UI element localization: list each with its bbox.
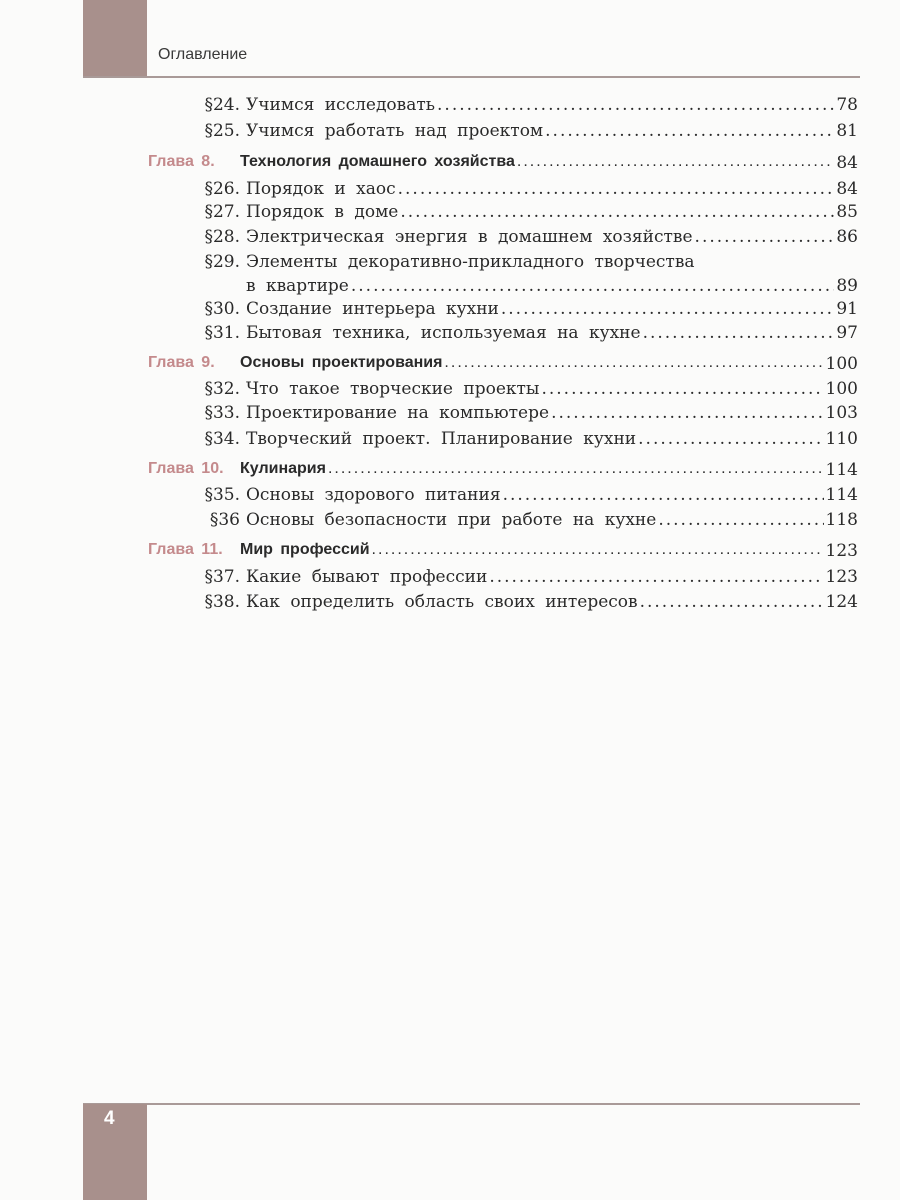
section-title: Основы здорового питания [246, 485, 501, 505]
header-band [83, 0, 147, 77]
chapter-label: Глава 10. [148, 460, 224, 477]
toc-section-entry[interactable] [148, 589, 858, 613]
section-number: §31. [204, 323, 240, 343]
leader-dots [400, 201, 834, 223]
chapter-label: Глава 8. [148, 153, 215, 170]
toc-section-entry[interactable] [148, 224, 858, 248]
toc-section-entry[interactable] [148, 320, 858, 344]
footer-rule [83, 1103, 860, 1105]
section-title: Проектирование на компьютере [246, 403, 550, 423]
leader-dots [643, 322, 835, 344]
toc-section-entry[interactable] [148, 376, 858, 400]
toc-chapter-entry[interactable] [148, 456, 858, 480]
section-title: Как определить область своих интересов [246, 592, 638, 612]
page-number: 4 [104, 1108, 115, 1129]
leader-dots [658, 509, 823, 531]
leader-dots [638, 428, 823, 450]
running-header-title: Оглавление [158, 46, 248, 63]
chapter-title: Кулинария [240, 460, 326, 477]
chapter-label: Глава 11. [148, 541, 223, 558]
leader-dots [501, 298, 834, 320]
section-number: §28. [204, 227, 240, 247]
page-ref: 103 [825, 403, 858, 423]
section-title: Элементы декоративно-прикладного творчества [246, 252, 695, 272]
page-ref: 110 [825, 429, 858, 449]
toc-section-entry[interactable] [148, 482, 858, 506]
leader-dots [640, 591, 824, 613]
section-number: §29. [204, 252, 240, 272]
toc-section-entry[interactable] [148, 564, 858, 588]
toc-section-entry[interactable] [148, 199, 858, 223]
page-ref: 89 [836, 276, 858, 296]
footer-band [83, 1104, 147, 1200]
toc-section-entry[interactable] [148, 92, 858, 116]
section-number: §33. [204, 403, 240, 423]
section-title: Бытовая техника, используемая на кухне [246, 323, 641, 343]
toc-section-entry[interactable] [148, 118, 858, 142]
section-title: Учимся исследовать [246, 95, 436, 115]
header-rule [83, 76, 860, 78]
page-ref: 97 [836, 323, 858, 343]
page-ref: 91 [836, 299, 858, 319]
section-number: §32. [204, 379, 240, 399]
page-ref: 85 [836, 202, 858, 222]
page-ref: 124 [825, 592, 858, 612]
section-number: §38. [204, 592, 240, 612]
page-ref: 81 [836, 121, 858, 141]
section-title: Что такое творческие проекты [246, 379, 540, 399]
toc-section-entry[interactable] [148, 400, 858, 424]
section-title: Учимся работать над проектом [246, 121, 544, 141]
leader-dots [551, 402, 823, 424]
section-number: §36 [209, 510, 240, 530]
page-ref: 114 [825, 485, 858, 505]
section-number: §30. [204, 299, 240, 319]
page-ref: 114 [825, 460, 858, 480]
section-title: Творческий проект. Планирование кухни [246, 429, 637, 449]
chapter-title: Мир профессий [240, 541, 370, 558]
page-ref: 100 [825, 379, 858, 399]
leader-dots [517, 151, 834, 173]
section-number: §37. [204, 567, 240, 587]
section-title-continued: в квартире [246, 276, 349, 296]
page-ref: 78 [836, 95, 858, 115]
section-title: Электрическая энергия в домашнем хозяйстве [246, 227, 693, 247]
leader-dots [437, 94, 834, 116]
page-ref: 118 [825, 510, 858, 530]
section-number: §26. [204, 179, 240, 199]
page-ref: 86 [836, 227, 858, 247]
section-number: §34. [204, 429, 240, 449]
leader-dots [328, 458, 824, 480]
section-number: §24. [204, 95, 240, 115]
page-ref: 84 [836, 179, 858, 199]
page-ref: 100 [825, 354, 858, 374]
chapter-title: Основы проектирования [240, 354, 443, 371]
section-title: Какие бывают профессии [246, 567, 488, 587]
toc-section-entry[interactable] [148, 249, 858, 273]
page-ref: 84 [836, 153, 858, 173]
leader-dots [398, 178, 835, 200]
chapter-title: Технология домашнего хозяйства [240, 153, 515, 170]
section-title: Порядок и хаос [246, 179, 396, 199]
section-title: Создание интерьера кухни [246, 299, 499, 319]
chapter-label: Глава 9. [148, 354, 215, 371]
section-number: §35. [204, 485, 240, 505]
leader-dots [503, 484, 824, 506]
section-number: §27. [204, 202, 240, 222]
toc-chapter-entry[interactable] [148, 149, 858, 173]
leader-dots [351, 275, 834, 297]
leader-dots [545, 120, 834, 142]
toc-section-entry[interactable] [148, 426, 858, 450]
leader-dots [541, 378, 823, 400]
page-ref: 123 [825, 541, 858, 561]
section-title: Порядок в доме [246, 202, 399, 222]
page-ref: 123 [825, 567, 858, 587]
toc-chapter-entry[interactable] [148, 350, 858, 374]
leader-dots [372, 539, 824, 561]
section-title: Основы безопасности при работе на кухне [246, 510, 657, 530]
leader-dots [444, 352, 823, 374]
toc-chapter-entry[interactable] [148, 537, 858, 561]
toc-section-entry[interactable] [148, 507, 858, 531]
leader-dots [695, 226, 835, 248]
toc-section-entry[interactable] [148, 296, 858, 320]
section-number: §25. [204, 121, 240, 141]
toc-section-entry-continued[interactable] [148, 273, 858, 297]
toc-section-entry[interactable] [148, 176, 858, 200]
leader-dots [489, 566, 823, 588]
